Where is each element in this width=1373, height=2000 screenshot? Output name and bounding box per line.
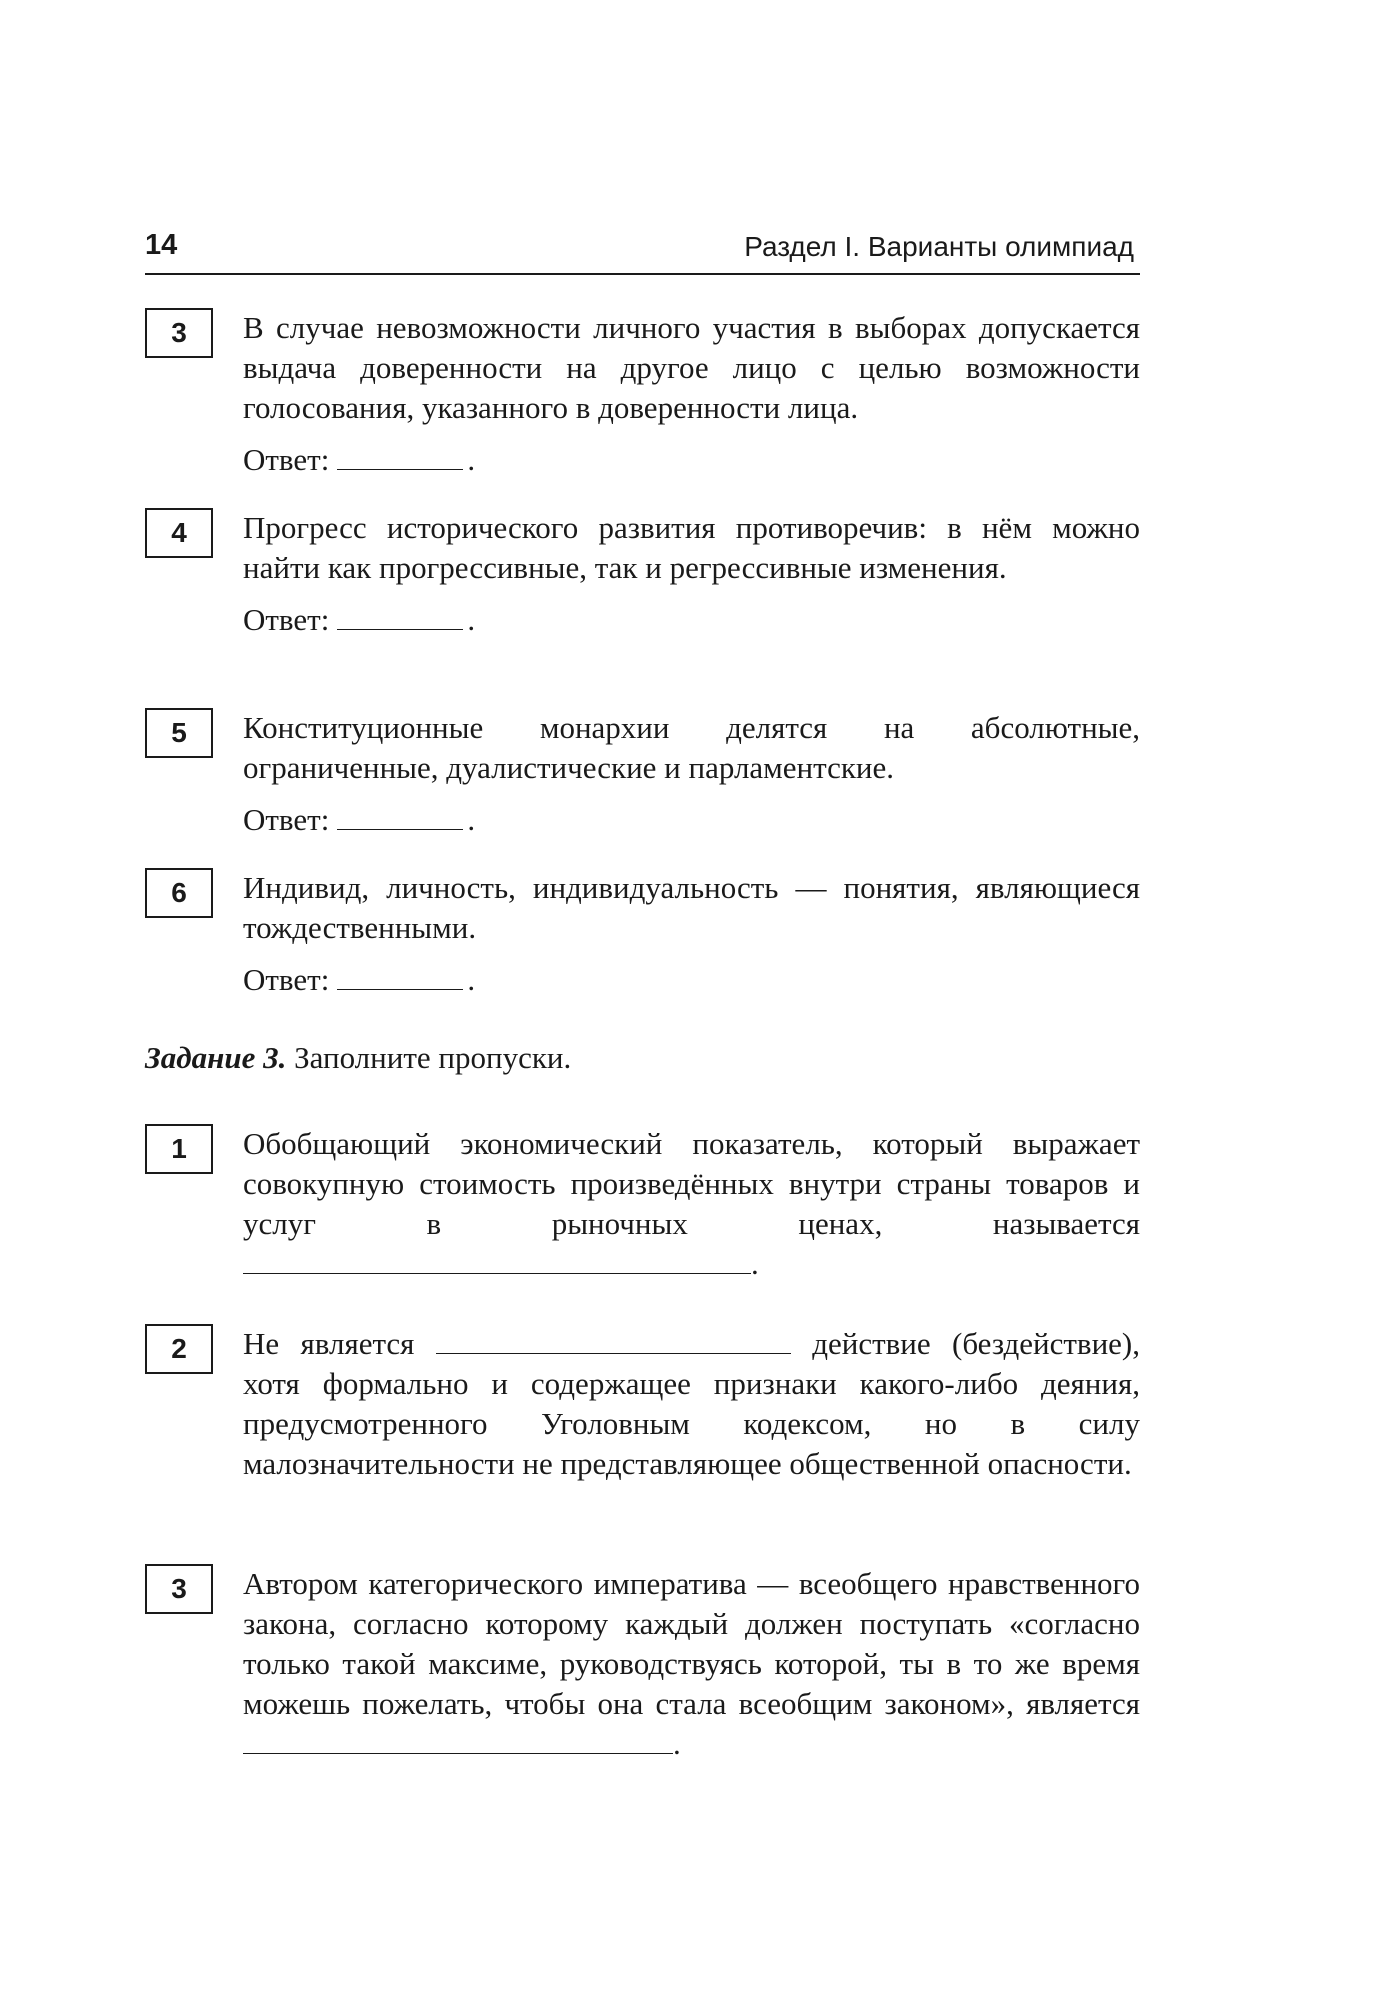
- text-after-blank: действие (бездействие), хотя формально и содержащее признаки какого-либо деяния, предусмотренного Уголовным кодексом, но в силу малозначительности не представляющее общественной опасности.: [243, 1326, 1140, 1481]
- item-number-box: 1: [145, 1124, 213, 1174]
- item-number-box: 3: [145, 308, 213, 358]
- task3-heading: [145, 1038, 571, 1078]
- statement-text: [243, 1564, 1140, 1764]
- task3-label: Задание 3.: [145, 1040, 287, 1075]
- fill-in-blank[interactable]: [243, 1247, 751, 1274]
- answer-label: Ответ:: [243, 802, 330, 837]
- page-number: 14: [145, 229, 178, 261]
- statement-text: В случае невозможности личного участия в выборах допускается выдача доверенности на другое лицо с целью возможности голосования, указанного в доверенности лица.: [243, 310, 1140, 425]
- text-before-blank: Не является: [243, 1326, 415, 1361]
- answer-label: Ответ:: [243, 962, 330, 997]
- task2-item-3: [145, 308, 1140, 480]
- item-number-box: 6: [145, 868, 213, 918]
- page-header: [145, 225, 1140, 275]
- text-before-blank: Автором категорического императива — всеобщего нравственного закона, согласно которому каждый должен поступать «согласно только такой максиме, руководствуясь которой, ты в то же время можешь пожелать, чтобы она стала всеобщим законом», является: [243, 1566, 1140, 1721]
- answer-line: Ответ: .: [243, 602, 476, 637]
- answer-line: Ответ: .: [243, 962, 476, 997]
- answer-label: Ответ:: [243, 602, 330, 637]
- task3-instruction: Заполните пропуски.: [294, 1040, 572, 1075]
- task2-item-4: [145, 508, 1140, 640]
- answer-blank[interactable]: [337, 803, 463, 830]
- task3-item-2: [145, 1324, 1140, 1484]
- statement-text: Прогресс исторического развития противоречив: в нём можно найти как прогрессивные, так и регрессивные изменения.: [243, 510, 1140, 585]
- answer-label: Ответ:: [243, 442, 330, 477]
- fill-in-blank[interactable]: [436, 1327, 791, 1354]
- answer-blank[interactable]: [337, 603, 463, 630]
- item-number-box: 5: [145, 708, 213, 758]
- statement-text: [243, 1124, 1140, 1284]
- task2-item-5: [145, 708, 1140, 840]
- task2-item-6: [145, 868, 1140, 1000]
- text-before-blank: Обобщающий экономический показатель, который выражает совокупную стоимость произведённых внутри страны товаров и услуг в рыночных ценах, называется: [243, 1126, 1140, 1241]
- answer-blank[interactable]: [337, 963, 463, 990]
- statement-text: [243, 1324, 1140, 1484]
- answer-line: Ответ: .: [243, 442, 476, 477]
- running-title: Раздел I. Варианты олимпиад: [744, 231, 1134, 262]
- task3-item-3: [145, 1564, 1140, 1764]
- statement-text: Конституционные монархии делятся на абсолютные, ограниченные, дуалистические и парламентские.: [243, 710, 1140, 785]
- fill-in-blank[interactable]: [243, 1727, 673, 1754]
- item-number-box: 2: [145, 1324, 213, 1374]
- answer-line: Ответ: .: [243, 802, 476, 837]
- answer-blank[interactable]: [337, 443, 463, 470]
- item-number-box: 3: [145, 1564, 213, 1614]
- statement-text: Индивид, личность, индивидуальность — понятия, являющиеся тождественными.: [243, 870, 1140, 945]
- item-number-box: 4: [145, 508, 213, 558]
- text-after-blank: .: [673, 1726, 681, 1761]
- text-after-blank: .: [751, 1246, 759, 1281]
- task3-item-1: [145, 1124, 1140, 1284]
